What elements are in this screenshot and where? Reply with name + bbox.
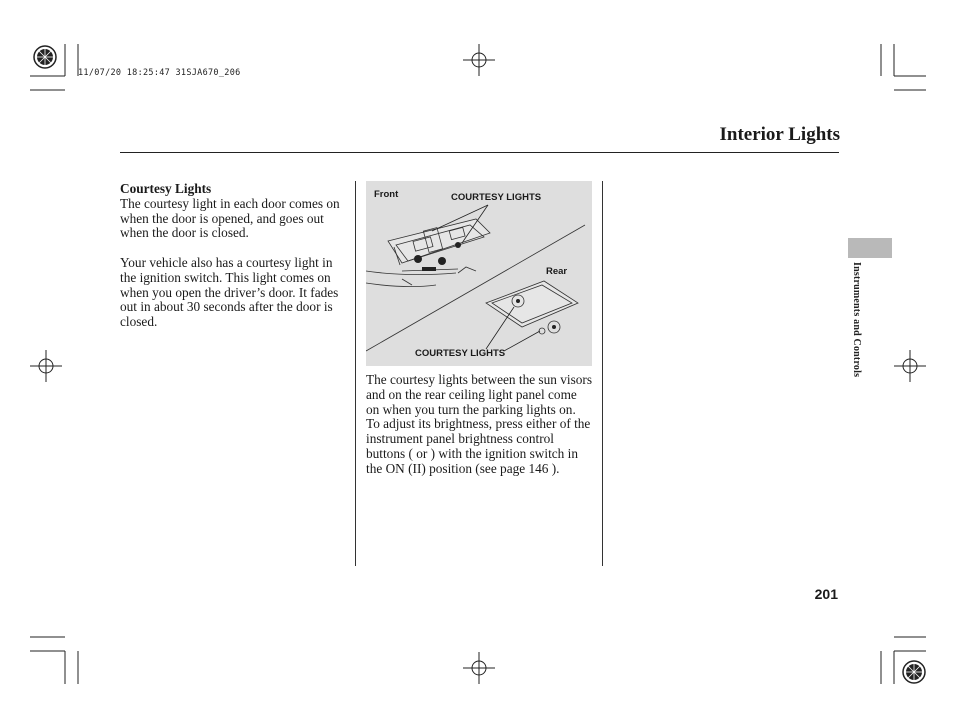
right-column <box>366 373 592 477</box>
section-tab <box>848 238 892 258</box>
title-rule <box>120 152 839 153</box>
page-number: 201 <box>814 586 838 602</box>
paragraph-ignition-light: Your vehicle also has a courtesy light in the ignition switch. This light comes on when you open the driver’s door. It fades out in about 30 seconds after the door is closed. <box>120 254 339 330</box>
page-title: Interior Lights <box>719 124 840 145</box>
left-column <box>120 182 352 345</box>
paragraph-ceiling-lights: The courtesy lights between the sun visors and on the rear ceiling light panel come on when you turn the parking lights on. To adjust its brightness, press either of the instrument panel brightness control buttons ( or ) with the ignition switch in the ON (II) position (see page 146 ). <box>366 372 593 476</box>
rear-label: Rear <box>546 266 568 277</box>
courtesy-lights-label-bottom: COURTESY LIGHTS <box>415 348 506 359</box>
courtesy-lights-figure <box>366 181 592 366</box>
paragraph-door-lights: The courtesy light in each door comes on when the door is opened, and goes out when the door is closed. <box>120 195 340 241</box>
front-label: Front <box>374 189 399 200</box>
section-tab-label: Instruments and Controls <box>851 262 862 378</box>
column-divider-left <box>355 181 356 566</box>
print-stamp: 11/07/20 18:25:47 31SJA670_206 <box>78 68 241 78</box>
courtesy-lights-label-top: COURTESY LIGHTS <box>451 192 542 203</box>
section-heading: Courtesy Lights <box>120 181 212 196</box>
column-divider-right <box>602 181 603 566</box>
